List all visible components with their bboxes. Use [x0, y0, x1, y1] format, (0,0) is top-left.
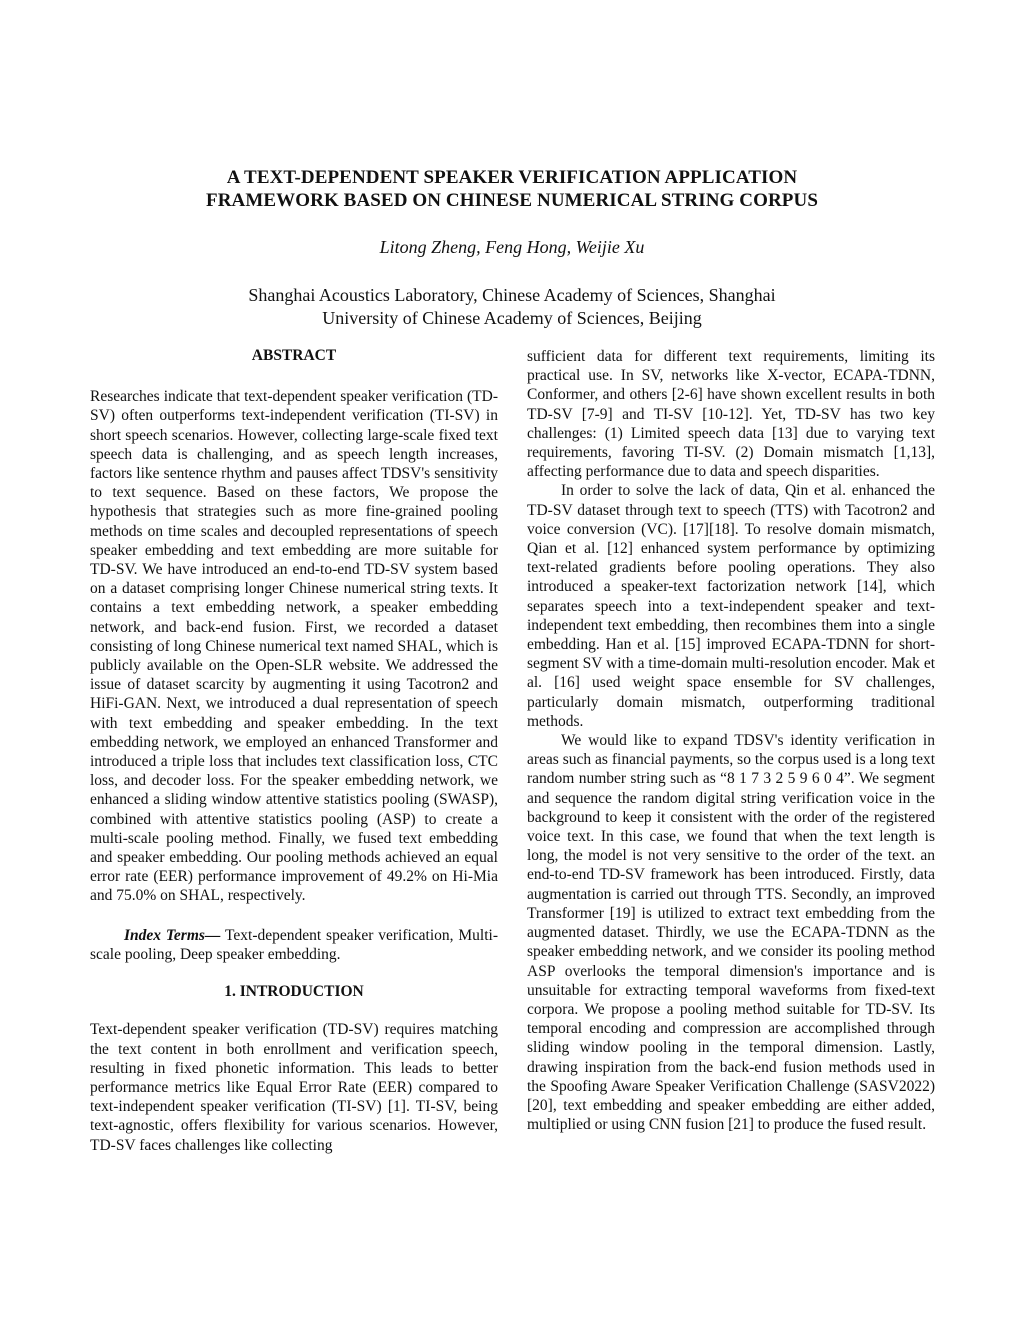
left-column — [90, 346, 498, 1155]
index-terms-text: Text-dependent speaker verification, Multi-scale pooling, Deep speaker embedding. — [90, 926, 498, 963]
index-terms — [90, 926, 498, 964]
paper-title — [60, 166, 964, 212]
intro-paragraph-2: In order to solve the lack of data, Qin et al. enhanced the TD-SV dataset through text to speech (TTS) with Tacotron2 and voice conversion (VC). [17][18]. To resolve domain mismatch, Qian et al. [12] enhanced system performance by optimizing text-related gradients before pooling operations. They also introduced a speaker-text factorization network [14], which separates speech into a text-independent speaker and text-independent text embedding, then recombines them into a single embedding. Han et al. [15] improved ECAPA-TDNN for short-segment SV with a time-domain multi-resolution encoder. Mak et al. [16] used weight space ensemble for SV challenges, particularly domain mismatch, outperforming traditional methods. — [527, 482, 935, 730]
abstract-heading: ABSTRACT — [251, 347, 337, 364]
author-list: Litong Zheng, Feng Hong, Weijie Xu — [379, 237, 645, 257]
intro-paragraph-3: We would like to expand TDSV's identity verification in areas such as financial payments, so the corpus used is a long text random number string such as “8 1 7 3 2 5 9 6 0 4”. We segment and sequence the random digital string verification voice in the background to keep it consistent with the order of the registered voice text. In this case, we found that when the text length is long, the model is not very sensitive to the order of the text. an end-to-end TD-SV framework has been introduced. Firstly, data augmentation is carried out through TTS. Secondly, an improved Transformer [19] is utilized to extract text embedding from the augmented dataset. Thirdly, we use the ECAPA-TDNN as the speaker embedding network, and we consider its pooling method ASP overlooks the temporal dimension's importance and is unsuitable for extracting temporal waveforms from fixed-text corpora. We propose a pooling method suitable for TD-SV. Its temporal encoding and compression are accomplished through sliding window pooling in the temporal dimension. Lastly, drawing inspiration from the back-end fusion methods used in the Spoofing Aware Speaker Verification Challenge (SASV2022) [20], text embedding and speaker embedding are either added, multiplied or using CNN fusion [21] to produce the fused result. — [527, 732, 935, 1134]
affiliation-line: University of Chinese Academy of Sciences, Beijing — [322, 308, 702, 328]
paper-title-line: FRAMEWORK BASED ON CHINESE NUMERICAL STRING CORPUS — [205, 190, 819, 211]
affiliation-line: Shanghai Acoustics Laboratory, Chinese Academy of Sciences, Shanghai — [248, 285, 776, 305]
introduction-heading: 1. INTRODUCTION — [224, 983, 364, 1001]
intro-paragraph-1-continued: sufficient data for different text requirements, limiting its practical use. In SV, networks like X-vector, ECAPA-TDNN, Conformer, and others [2-6] have shown excellent results in both TD-SV [7-9] and TI-SV [10-12]. Yet, TD-SV has two key challenges: (1) Limited speech data [13] due to varying text requirements, favoring TI-SV. (2) Domain mismatch [1,13], affecting performance due to data and speech disparities. — [527, 348, 935, 481]
abstract-text: Researches indicate that text-dependent speaker verification (TD-SV) often outperforms text-independent verification (TI-SV) in short speech scenarios. However, collecting large-scale fixed text speech data is challenging, and as speech length increases, factors like sentence rhythm and pauses affect TDSV's sensitivity to text sequence. Based on these factors, We propose the hypothesis that strategies such as more fine-grained pooling methods on time scales and decoupled representations of speech speaker embedding and text embedding are more suitable for TD-SV. We have introduced an end-to-end TD-SV system based on a dataset comprising longer Chinese numerical string texts. It contains a text embedding network, a speaker embedding network, and back-end fusion. First, we recorded a dataset consisting of long Chinese numerical text named SHAL, which is publicly available on the Open-SLR website. We addressed the issue of dataset scarcity by augmenting it using Tacotron2 and HiFi-GAN. Next, we introduced a dual representation of speech with text embedding and speaker embedding. In the text embedding network, we employed an enhanced Transformer and introduced a triple loss that includes text classification loss, CTC loss, and decoder loss. For the speaker embedding network, we enhanced a sliding window attentive statistics pooling (SWASP), combined with attentive statistics pooling (ASP) to create a multi-scale pooling method. Finally, we fused text embedding and speaker embedding. Our pooling methods achieved an equal error rate (EER) performance improvement of 49.2% on Hi-Mia and 75.0% on SHAL, respectively. — [90, 388, 498, 905]
intro-paragraph-1: Text-dependent speaker verification (TD-SV) requires matching the text content in both enrollment and verification speech, resulting in fixed phonetic information. This leads to better performance metrics like Equal Error Rate (EER) compared to text-independent speaker verification (TI-SV) [1]. TI-SV, being text-agnostic, offers flexibility for various scenarios. However, TD-SV faces challenges like collecting — [90, 1021, 498, 1154]
affiliations — [60, 284, 964, 330]
paper-title-line: A TEXT-DEPENDENT SPEAKER VERIFICATION APPLICATION — [226, 167, 798, 188]
right-column — [527, 347, 935, 1134]
index-terms-label: Index Terms— — [124, 926, 221, 944]
